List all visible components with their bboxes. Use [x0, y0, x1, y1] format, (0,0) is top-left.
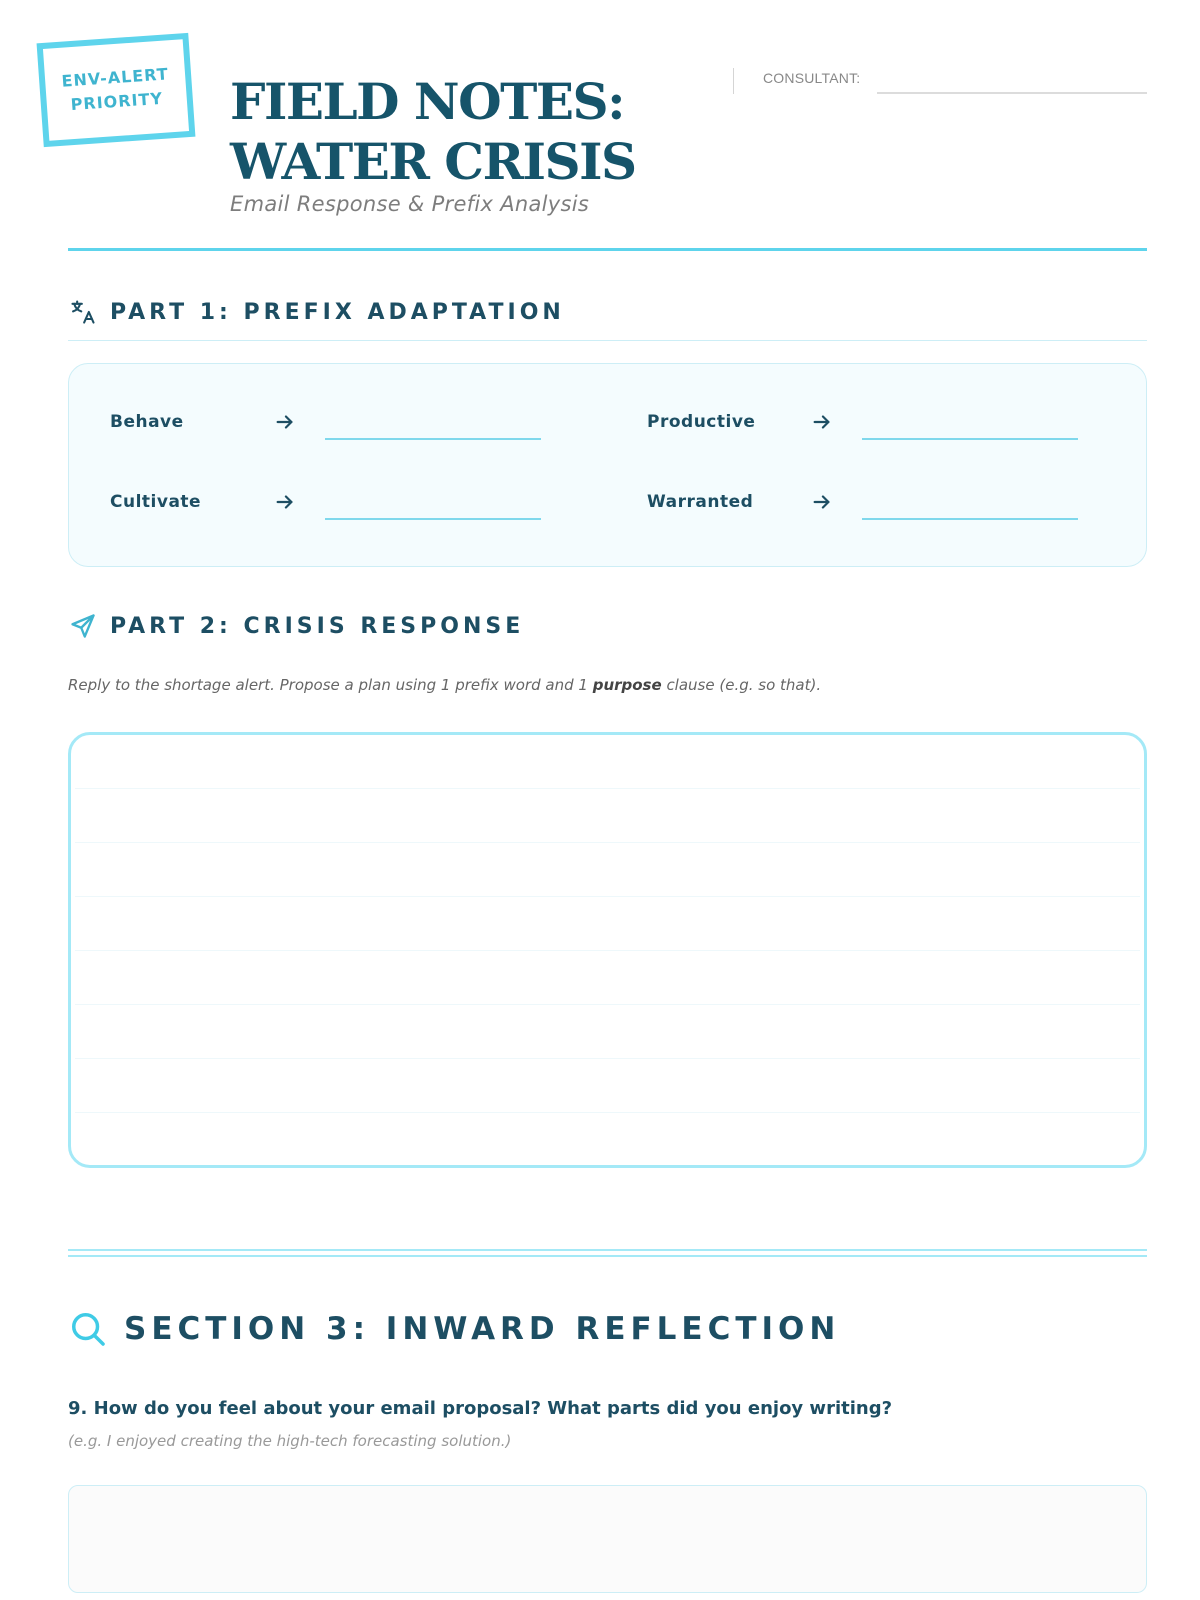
- prefix-adaptation-panel: [68, 363, 1147, 567]
- part1-title: PART 1: PREFIX ADAPTATION: [110, 299, 565, 325]
- arrow-right-icon: [274, 411, 296, 433]
- prefix-word: Productive: [647, 412, 756, 432]
- send-icon: [68, 612, 98, 640]
- prefix-answer-field[interactable]: [325, 438, 541, 440]
- arrow-right-icon: [274, 491, 296, 513]
- part1-divider: [68, 340, 1147, 341]
- part2-instruction: [68, 676, 821, 694]
- prefix-row-productive: [647, 402, 1087, 442]
- instruction-text: Reply to the shortage alert. Propose a plan using 1 prefix word and 1: [68, 676, 593, 694]
- prefix-row-cultivate: [110, 482, 550, 522]
- ruled-line: [75, 1112, 1140, 1113]
- prefix-answer-field[interactable]: [862, 438, 1078, 440]
- header-divider: [68, 248, 1147, 251]
- ruled-line: [75, 1004, 1140, 1005]
- page-subtitle: Email Response & Prefix Analysis: [230, 192, 590, 216]
- prefix-answer-field[interactable]: [325, 518, 541, 520]
- ruled-line: [75, 896, 1140, 897]
- consultant-divider: [733, 68, 734, 94]
- section-divider-bottom: [68, 1255, 1147, 1257]
- ruled-line: [75, 1058, 1140, 1059]
- title-line-2: WATER CRISIS: [230, 132, 636, 191]
- section-divider-top: [68, 1249, 1147, 1251]
- section3-title: SECTION 3: INWARD REFLECTION: [124, 1311, 841, 1347]
- consultant-field[interactable]: [877, 92, 1147, 94]
- stamp-line-2: PRIORITY: [70, 88, 164, 115]
- consultant-label: CONSULTANT:: [763, 70, 861, 86]
- part2-title: PART 2: CRISIS RESPONSE: [110, 613, 525, 639]
- section3-heading: [68, 1310, 840, 1348]
- reflection-hint: (e.g. I enjoyed creating the high-tech forecasting solution.): [68, 1432, 512, 1450]
- prefix-word: Cultivate: [110, 492, 202, 512]
- ruled-line: [75, 788, 1140, 789]
- ruled-line: [75, 842, 1140, 843]
- stamp-line-1: ENV-ALERT: [60, 64, 170, 91]
- instruction-emphasis: purpose: [592, 676, 662, 694]
- reflection-answer-box[interactable]: [68, 1485, 1147, 1593]
- search-icon: [68, 1310, 108, 1348]
- priority-stamp: [37, 33, 196, 147]
- instruction-text-end: clause (e.g. so that).: [661, 676, 822, 694]
- translate-icon: [68, 298, 98, 326]
- prefix-row-behave: [110, 402, 550, 442]
- prefix-answer-field[interactable]: [862, 518, 1078, 520]
- ruled-line: [75, 950, 1140, 951]
- arrow-right-icon: [811, 411, 833, 433]
- reflection-question: 9. How do you feel about your email proposal? What parts did you enjoy writing?: [68, 1398, 893, 1419]
- page-title: [230, 72, 636, 192]
- title-line-1: FIELD NOTES:: [230, 72, 625, 131]
- prefix-word: Behave: [110, 412, 184, 432]
- arrow-right-icon: [811, 491, 833, 513]
- part1-heading: [68, 298, 565, 326]
- prefix-word: Warranted: [647, 492, 754, 512]
- crisis-response-textarea[interactable]: [68, 732, 1147, 1168]
- prefix-row-warranted: [647, 482, 1087, 522]
- part2-heading: [68, 612, 524, 640]
